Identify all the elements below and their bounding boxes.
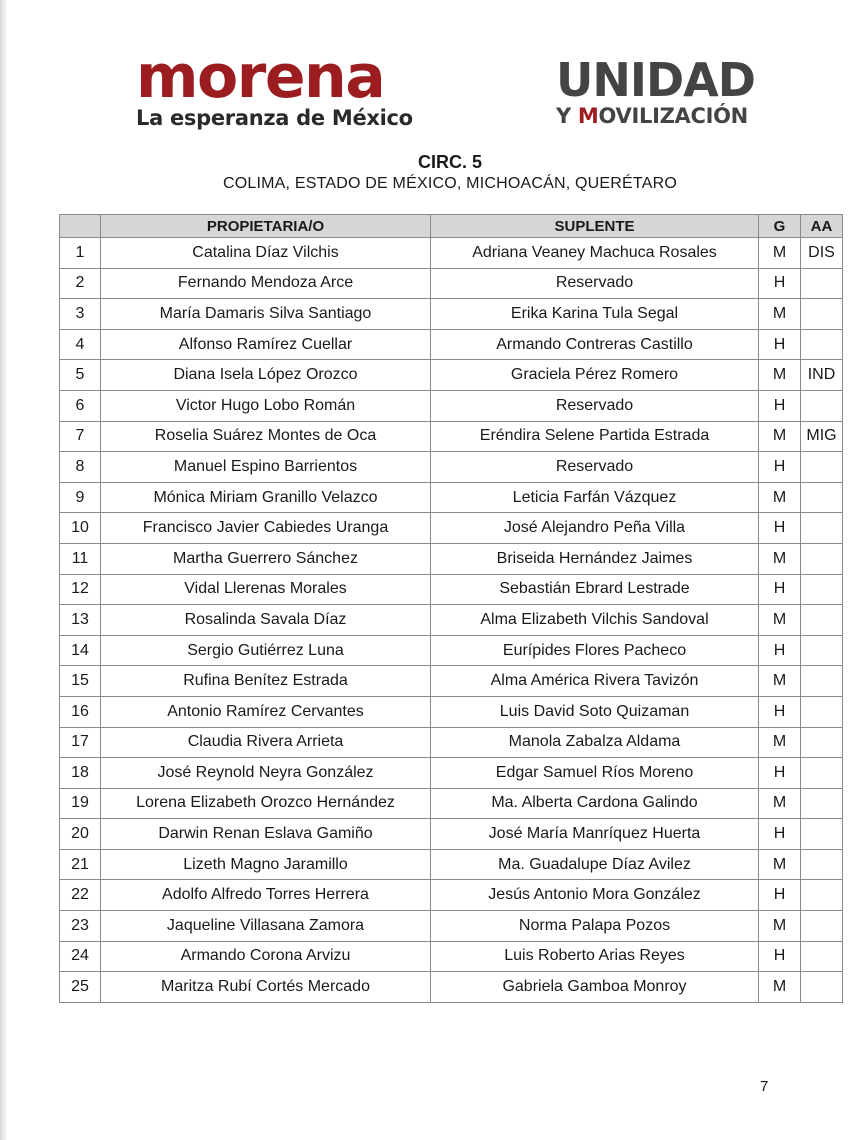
accion-afirmativa-cell bbox=[801, 666, 843, 697]
row-number-cell: 10 bbox=[60, 513, 101, 544]
row-number-cell: 6 bbox=[60, 390, 101, 421]
row-number-cell: 3 bbox=[60, 299, 101, 330]
genero-cell: M bbox=[759, 605, 801, 636]
accion-afirmativa-cell bbox=[801, 329, 843, 360]
suplente-name-cell: Gabriela Gamboa Monroy bbox=[431, 972, 759, 1003]
genero-cell: H bbox=[759, 941, 801, 972]
suplente-name-cell: Ma. Guadalupe Díaz Avilez bbox=[431, 849, 759, 880]
movilizacion-wordmark bbox=[556, 104, 796, 128]
table-row bbox=[60, 696, 843, 727]
movilizacion-rest: OVILIZACIÓN bbox=[598, 104, 748, 128]
accion-afirmativa-cell bbox=[801, 513, 843, 544]
document-heading bbox=[0, 150, 864, 194]
row-number-cell: 23 bbox=[60, 911, 101, 942]
row-number-cell: 25 bbox=[60, 972, 101, 1003]
accion-afirmativa-cell bbox=[801, 727, 843, 758]
suplente-name-cell: Luis David Soto Quizaman bbox=[431, 696, 759, 727]
table-row bbox=[60, 605, 843, 636]
propietario-name-cell: Lizeth Magno Jaramillo bbox=[101, 849, 431, 880]
propietario-name-cell: Vidal Llerenas Morales bbox=[101, 574, 431, 605]
table-row bbox=[60, 482, 843, 513]
table-row bbox=[60, 452, 843, 483]
document-title: CIRC. 5 bbox=[417, 152, 482, 172]
suplente-name-cell: Erika Karina Tula Segal bbox=[431, 299, 759, 330]
genero-cell: H bbox=[759, 513, 801, 544]
column-header-suplente: SUPLENTE bbox=[431, 215, 759, 238]
row-number-cell: 4 bbox=[60, 329, 101, 360]
propietario-name-cell: Martha Guerrero Sánchez bbox=[101, 543, 431, 574]
movilizacion-prefix: Y bbox=[556, 104, 578, 128]
table-row bbox=[60, 880, 843, 911]
suplente-name-cell: José Alejandro Peña Villa bbox=[431, 513, 759, 544]
suplente-name-cell: Alma América Rivera Tavizón bbox=[431, 666, 759, 697]
table-header bbox=[60, 215, 843, 238]
unidad-wordmark: UNIDAD bbox=[556, 53, 755, 107]
row-number-cell: 11 bbox=[60, 543, 101, 574]
propietario-name-cell: Armando Corona Arvizu bbox=[101, 941, 431, 972]
table-row bbox=[60, 268, 843, 299]
propietario-name-cell: Fernando Mendoza Arce bbox=[101, 268, 431, 299]
accion-afirmativa-cell: IND bbox=[801, 360, 843, 391]
genero-cell: H bbox=[759, 635, 801, 666]
table-row bbox=[60, 849, 843, 880]
genero-cell: M bbox=[759, 360, 801, 391]
accion-afirmativa-cell: MIG bbox=[801, 421, 843, 452]
propietario-name-cell: Darwin Renan Eslava Gamiño bbox=[101, 819, 431, 850]
candidate-table bbox=[59, 214, 843, 1003]
row-number-cell: 2 bbox=[60, 268, 101, 299]
suplente-name-cell: Edgar Samuel Ríos Moreno bbox=[431, 758, 759, 789]
genero-cell: M bbox=[759, 299, 801, 330]
column-header-accion-afirmativa: AA bbox=[801, 215, 843, 238]
table-row bbox=[60, 727, 843, 758]
document-subtitle: COLIMA, ESTADO DE MÉXICO, MICHOACÁN, QUERÉTARO bbox=[223, 175, 677, 192]
row-number-cell: 22 bbox=[60, 880, 101, 911]
accion-afirmativa-cell bbox=[801, 758, 843, 789]
propietario-name-cell: José Reynold Neyra González bbox=[101, 758, 431, 789]
genero-cell: M bbox=[759, 788, 801, 819]
morena-wordmark: morena bbox=[136, 42, 385, 112]
table-row bbox=[60, 941, 843, 972]
genero-cell: M bbox=[759, 482, 801, 513]
row-number-cell: 18 bbox=[60, 758, 101, 789]
page-number: 7 bbox=[760, 1078, 769, 1095]
table-header-row bbox=[60, 215, 843, 238]
column-header-number bbox=[60, 215, 101, 238]
genero-cell: H bbox=[759, 268, 801, 299]
accion-afirmativa-cell bbox=[801, 911, 843, 942]
genero-cell: M bbox=[759, 911, 801, 942]
accion-afirmativa-cell bbox=[801, 941, 843, 972]
table-row bbox=[60, 758, 843, 789]
accion-afirmativa-cell bbox=[801, 880, 843, 911]
unidad-movilizacion-logo bbox=[556, 53, 796, 128]
row-number-cell: 7 bbox=[60, 421, 101, 452]
propietario-name-cell: Victor Hugo Lobo Román bbox=[101, 390, 431, 421]
row-number-cell: 21 bbox=[60, 849, 101, 880]
suplente-name-cell: Armando Contreras Castillo bbox=[431, 329, 759, 360]
suplente-name-cell: Luis Roberto Arias Reyes bbox=[431, 941, 759, 972]
genero-cell: H bbox=[759, 819, 801, 850]
table-row bbox=[60, 513, 843, 544]
suplente-name-cell: Adriana Veaney Machuca Rosales bbox=[431, 238, 759, 269]
row-number-cell: 12 bbox=[60, 574, 101, 605]
column-header-genero: G bbox=[759, 215, 801, 238]
accion-afirmativa-cell bbox=[801, 788, 843, 819]
propietario-name-cell: Roselia Suárez Montes de Oca bbox=[101, 421, 431, 452]
propietario-name-cell: Francisco Javier Cabiedes Uranga bbox=[101, 513, 431, 544]
row-number-cell: 14 bbox=[60, 635, 101, 666]
table-row bbox=[60, 635, 843, 666]
genero-cell: H bbox=[759, 452, 801, 483]
suplente-name-cell: Reservado bbox=[431, 452, 759, 483]
genero-cell: H bbox=[759, 574, 801, 605]
suplente-name-cell: José María Manríquez Huerta bbox=[431, 819, 759, 850]
table-row bbox=[60, 390, 843, 421]
table-row bbox=[60, 238, 843, 269]
accion-afirmativa-cell: DIS bbox=[801, 238, 843, 269]
propietario-name-cell: María Damaris Silva Santiago bbox=[101, 299, 431, 330]
suplente-name-cell: Norma Palapa Pozos bbox=[431, 911, 759, 942]
accion-afirmativa-cell bbox=[801, 696, 843, 727]
suplente-name-cell: Eurípides Flores Pacheco bbox=[431, 635, 759, 666]
suplente-name-cell: Ma. Alberta Cardona Galindo bbox=[431, 788, 759, 819]
accion-afirmativa-cell bbox=[801, 605, 843, 636]
propietario-name-cell: Rufina Benítez Estrada bbox=[101, 666, 431, 697]
table-row bbox=[60, 819, 843, 850]
row-number-cell: 13 bbox=[60, 605, 101, 636]
row-number-cell: 16 bbox=[60, 696, 101, 727]
propietario-name-cell: Antonio Ramírez Cervantes bbox=[101, 696, 431, 727]
row-number-cell: 17 bbox=[60, 727, 101, 758]
suplente-name-cell: Manola Zabalza Aldama bbox=[431, 727, 759, 758]
propietario-name-cell: Manuel Espino Barrientos bbox=[101, 452, 431, 483]
genero-cell: M bbox=[759, 972, 801, 1003]
propietario-name-cell: Sergio Gutiérrez Luna bbox=[101, 635, 431, 666]
suplente-name-cell: Graciela Pérez Romero bbox=[431, 360, 759, 391]
accion-afirmativa-cell bbox=[801, 635, 843, 666]
row-number-cell: 15 bbox=[60, 666, 101, 697]
accion-afirmativa-cell bbox=[801, 452, 843, 483]
morena-logo bbox=[136, 42, 416, 130]
table-row bbox=[60, 574, 843, 605]
suplente-name-cell: Jesús Antonio Mora González bbox=[431, 880, 759, 911]
table-row bbox=[60, 299, 843, 330]
propietario-name-cell: Adolfo Alfredo Torres Herrera bbox=[101, 880, 431, 911]
accion-afirmativa-cell bbox=[801, 543, 843, 574]
suplente-name-cell: Alma Elizabeth Vilchis Sandoval bbox=[431, 605, 759, 636]
column-header-propietario: PROPIETARIA/O bbox=[101, 215, 431, 238]
propietario-name-cell: Lorena Elizabeth Orozco Hernández bbox=[101, 788, 431, 819]
propietario-name-cell: Mónica Miriam Granillo Velazco bbox=[101, 482, 431, 513]
row-number-cell: 20 bbox=[60, 819, 101, 850]
suplente-name-cell: Eréndira Selene Partida Estrada bbox=[431, 421, 759, 452]
genero-cell: M bbox=[759, 543, 801, 574]
propietario-name-cell: Claudia Rivera Arrieta bbox=[101, 727, 431, 758]
row-number-cell: 24 bbox=[60, 941, 101, 972]
row-number-cell: 1 bbox=[60, 238, 101, 269]
accion-afirmativa-cell bbox=[801, 574, 843, 605]
suplente-name-cell: Briseida Hernández Jaimes bbox=[431, 543, 759, 574]
propietario-name-cell: Rosalinda Savala Díaz bbox=[101, 605, 431, 636]
row-number-cell: 9 bbox=[60, 482, 101, 513]
genero-cell: M bbox=[759, 666, 801, 697]
accion-afirmativa-cell bbox=[801, 299, 843, 330]
accion-afirmativa-cell bbox=[801, 268, 843, 299]
genero-cell: H bbox=[759, 390, 801, 421]
genero-cell: M bbox=[759, 727, 801, 758]
movilizacion-accent-letter: M bbox=[577, 104, 599, 128]
accion-afirmativa-cell bbox=[801, 849, 843, 880]
row-number-cell: 19 bbox=[60, 788, 101, 819]
table-row bbox=[60, 788, 843, 819]
table-row bbox=[60, 972, 843, 1003]
table-row bbox=[60, 666, 843, 697]
table-body bbox=[60, 238, 843, 1003]
table-row bbox=[60, 329, 843, 360]
propietario-name-cell: Diana Isela López Orozco bbox=[101, 360, 431, 391]
row-number-cell: 8 bbox=[60, 452, 101, 483]
table-row bbox=[60, 421, 843, 452]
accion-afirmativa-cell bbox=[801, 972, 843, 1003]
suplente-name-cell: Reservado bbox=[431, 390, 759, 421]
genero-cell: H bbox=[759, 758, 801, 789]
genero-cell: H bbox=[759, 696, 801, 727]
genero-cell: M bbox=[759, 238, 801, 269]
propietario-name-cell: Catalina Díaz Vilchis bbox=[101, 238, 431, 269]
genero-cell: H bbox=[759, 880, 801, 911]
propietario-name-cell: Alfonso Ramírez Cuellar bbox=[101, 329, 431, 360]
table-row bbox=[60, 911, 843, 942]
accion-afirmativa-cell bbox=[801, 390, 843, 421]
table-row bbox=[60, 360, 843, 391]
suplente-name-cell: Reservado bbox=[431, 268, 759, 299]
table-row bbox=[60, 543, 843, 574]
genero-cell: M bbox=[759, 421, 801, 452]
genero-cell: M bbox=[759, 849, 801, 880]
suplente-name-cell: Leticia Farfán Vázquez bbox=[431, 482, 759, 513]
genero-cell: H bbox=[759, 329, 801, 360]
suplente-name-cell: Sebastián Ebrard Lestrade bbox=[431, 574, 759, 605]
propietario-name-cell: Maritza Rubí Cortés Mercado bbox=[101, 972, 431, 1003]
row-number-cell: 5 bbox=[60, 360, 101, 391]
morena-tagline: La esperanza de México bbox=[136, 106, 413, 130]
accion-afirmativa-cell bbox=[801, 482, 843, 513]
accion-afirmativa-cell bbox=[801, 819, 843, 850]
propietario-name-cell: Jaqueline Villasana Zamora bbox=[101, 911, 431, 942]
